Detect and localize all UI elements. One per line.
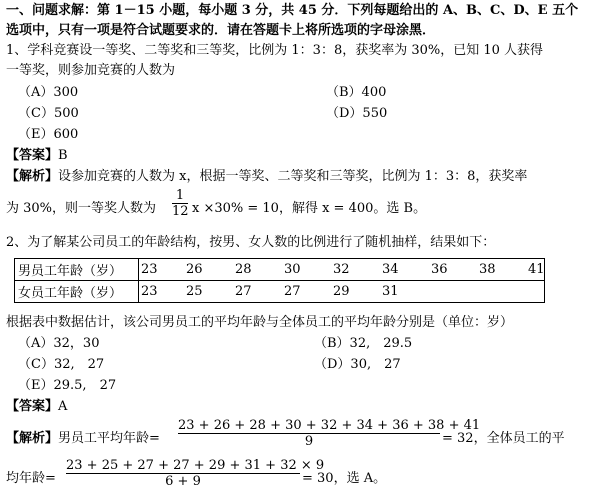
table-row-male xyxy=(15,259,545,281)
q2-all-fraction xyxy=(66,458,325,489)
q1-analysis-text1: 设参加竞赛的人数为 x，根据一等奖、二等奖和三等奖，比例为 1：3：8，获奖率 xyxy=(58,169,528,184)
q1-answer xyxy=(6,147,68,165)
table-row-female xyxy=(15,281,545,303)
male-age-cell: 36 xyxy=(431,262,448,277)
female-age-cell: 25 xyxy=(186,284,203,299)
q1-option-e: （E）600 xyxy=(18,127,79,142)
male-age-cell: 26 xyxy=(186,262,203,277)
male-age-cell: 34 xyxy=(382,262,399,277)
male-age-values xyxy=(139,259,545,281)
q2-option-e: （E）29.5, 27 xyxy=(18,378,117,393)
q2-analysis-label: 【解析】 xyxy=(6,431,59,446)
male-age-cell: 30 xyxy=(284,262,301,277)
section-header-line1: 一、问题求解：第 1－15 小题，每小题 3 分，共 45 分．下列每题给出的 A、B、C、D、E 五个 xyxy=(6,3,579,18)
q2-all-denominator: 6 + 9 xyxy=(165,474,201,489)
q1-answer-value: B xyxy=(58,148,68,163)
age-table xyxy=(14,258,545,303)
female-age-label: 女员工年龄（岁） xyxy=(15,281,139,303)
male-age-cell: 38 xyxy=(479,262,496,277)
q2-analysis-line1 xyxy=(6,430,160,448)
q2-stem-line1: 2、为了解某公司员工的年龄结构，按男、女人数的比例进行了随机抽样，结果如下： xyxy=(6,235,496,250)
q1-option-d: （D）550 xyxy=(326,106,388,121)
q2-male-numerator: 23 + 26 + 28 + 30 + 32 + 34 + 36 + 38 + 41 xyxy=(178,418,481,433)
q1-fraction xyxy=(172,188,188,219)
male-age-cell: 23 xyxy=(141,262,158,277)
female-age-values xyxy=(139,281,545,303)
q2-male-denominator: 9 xyxy=(304,434,314,449)
male-age-cell: 32 xyxy=(333,262,350,277)
q1-option-c: （C）500 xyxy=(18,106,79,121)
q2-option-b: （B）32, 29.5 xyxy=(314,336,413,351)
q2-answer-label: 【答案】 xyxy=(6,399,59,414)
male-age-label: 男员工年龄（岁） xyxy=(15,259,139,281)
q2-option-d: （D）30, 27 xyxy=(314,357,401,372)
q1-fraction-denominator: 12 xyxy=(172,204,189,219)
female-age-cell: 29 xyxy=(333,284,350,299)
q2-answer-value: A xyxy=(58,399,68,414)
q1-option-b: （B）400 xyxy=(326,85,387,100)
q2-male-post: = 32，全体员工的平 xyxy=(442,431,565,446)
q1-stem-line1: 1、学科竞赛设一等奖、二等奖和三等奖，比例为 1：3：8，获奖率为 30%，已知 10 人获得 xyxy=(6,43,544,58)
q1-answer-label: 【答案】 xyxy=(6,148,59,163)
q2-male-fraction xyxy=(178,418,481,449)
female-age-cell: 23 xyxy=(141,284,158,299)
q2-all-post: = 30，选 A。 xyxy=(302,471,387,486)
male-age-cell: 41 xyxy=(528,262,545,277)
female-age-cell: 27 xyxy=(284,284,301,299)
female-age-cell: 31 xyxy=(382,284,399,299)
q2-male-avg-pre: 男员工平均年龄= xyxy=(58,431,160,446)
q2-all-numerator: 23 + 25 + 27 + 27 + 29 + 31 + 32 × 9 xyxy=(66,458,325,473)
q1-analysis-label: 【解析】 xyxy=(6,169,59,184)
male-age-cell: 28 xyxy=(235,262,252,277)
q1-analysis-line1 xyxy=(6,168,527,186)
q1-option-a: （A）300 xyxy=(18,85,79,100)
q1-stem-line2: 一等奖，则参加竞赛的人数为 xyxy=(6,63,176,78)
q2-all-pre: 均年龄= xyxy=(6,471,56,486)
section-header-line2: 选项中，只有一项是符合试题要求的．请在答题卡上将所选项的字母涂黑． xyxy=(6,23,436,38)
q2-option-a: （A）32，30 xyxy=(18,336,100,351)
q1-analysis-post: x ×30% = 10，解得 x = 400。选 B。 xyxy=(192,201,427,216)
female-age-cell: 27 xyxy=(235,284,252,299)
q2-answer xyxy=(6,398,67,416)
q2-option-c: （C）32, 27 xyxy=(18,357,105,372)
q1-analysis-pre: 为 30%，则一等奖人数为 xyxy=(6,201,157,216)
q2-stem-line2: 根据表中数据估计，该公司男员工的平均年龄与全体员工的平均年龄分别是（单位：岁） xyxy=(6,315,514,330)
q1-fraction-numerator: 1 xyxy=(175,188,185,203)
